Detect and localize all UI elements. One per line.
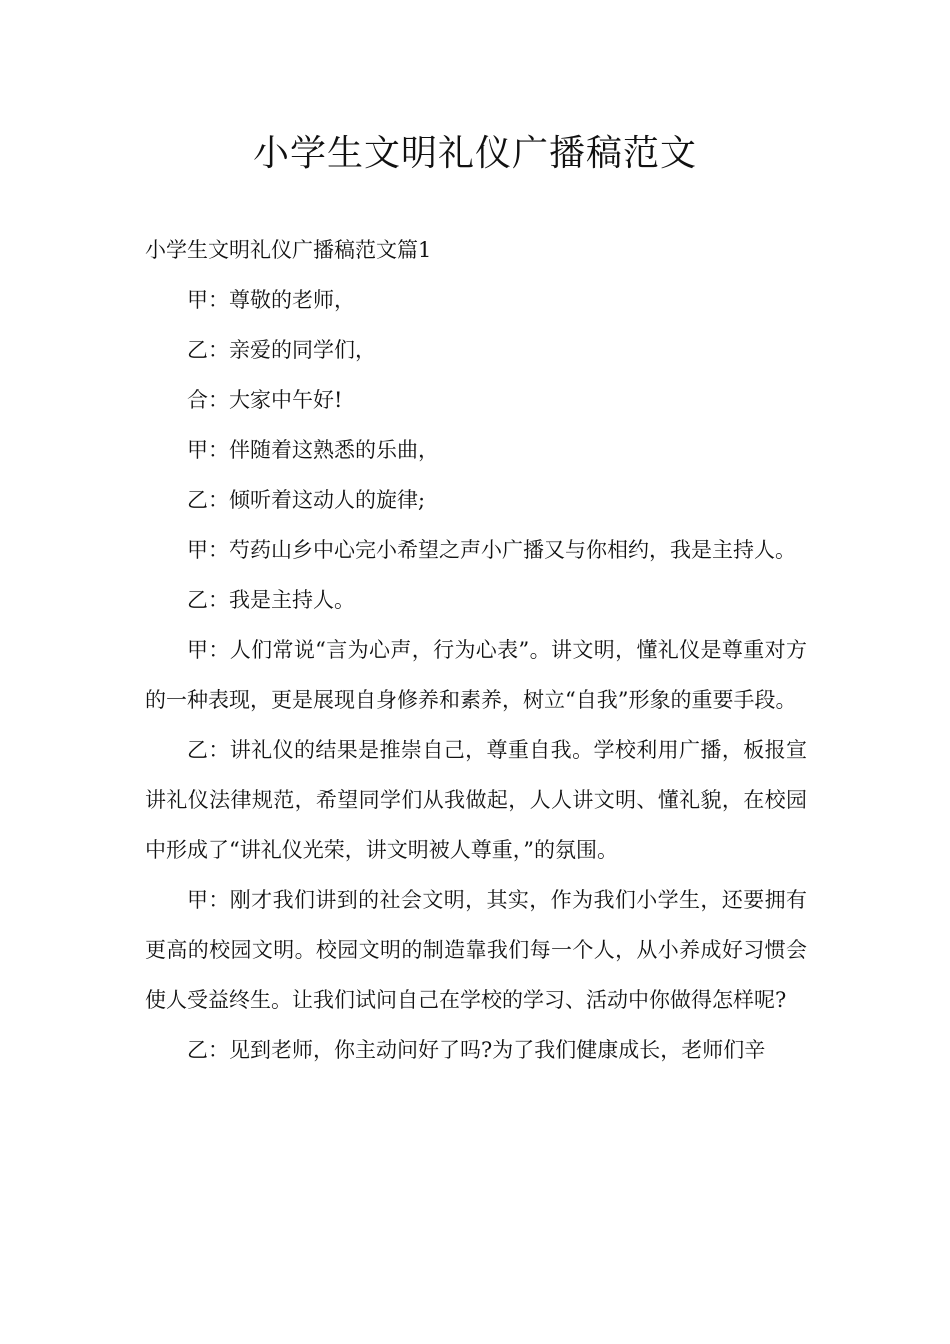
paragraph: 甲：芍药山乡中心完小希望之声小广播又与你相约，我是主持人。 bbox=[187, 538, 796, 562]
paragraph: 甲：伴随着这熟悉的乐曲， bbox=[187, 438, 439, 462]
paragraph: 乙：倾听着这动人的旋律; bbox=[187, 488, 426, 512]
document-title: 小学生文明礼仪广播稿范文 bbox=[252, 133, 697, 174]
paragraph: 甲：刚才我们讲到的社会文明，其实，作为我们小学生，还要拥有更高的校园文明。校园文明的制造靠我们每一个人，从小养成好习惯会使人受益终生。让我们试问自己在学校的学习、活动中你做得怎样呢? bbox=[145, 888, 807, 1012]
paragraph: 合：大家中午好! bbox=[187, 388, 343, 412]
paragraph: 乙：见到老师，你主动问好了吗?为了我们健康成长，老师们辛 bbox=[187, 1038, 766, 1062]
paragraph: 甲：人们常说“言为心声，行为心表”。讲文明，懂礼仪是尊重对方的一种表现，更是展现自身修养和素养，树立“自我”形象的重要手段。 bbox=[145, 638, 807, 712]
paragraph: 乙：我是主持人。 bbox=[187, 588, 355, 612]
section-heading: 小学生文明礼仪广播稿范文篇1 bbox=[145, 238, 432, 262]
document-body bbox=[145, 225, 807, 1075]
paragraph: 乙：讲礼仪的结果是推崇自己，尊重自我。学校利用广播，板报宣讲礼仪法律规范，希望同学们从我做起，人人讲文明、懂礼貌，在校园中形成了“讲礼仪光荣，讲文明被人尊重，”的氛围。 bbox=[145, 738, 807, 862]
paragraph: 乙：亲爱的同学们， bbox=[187, 338, 376, 362]
paragraph: 甲：尊敬的老师， bbox=[187, 288, 355, 312]
